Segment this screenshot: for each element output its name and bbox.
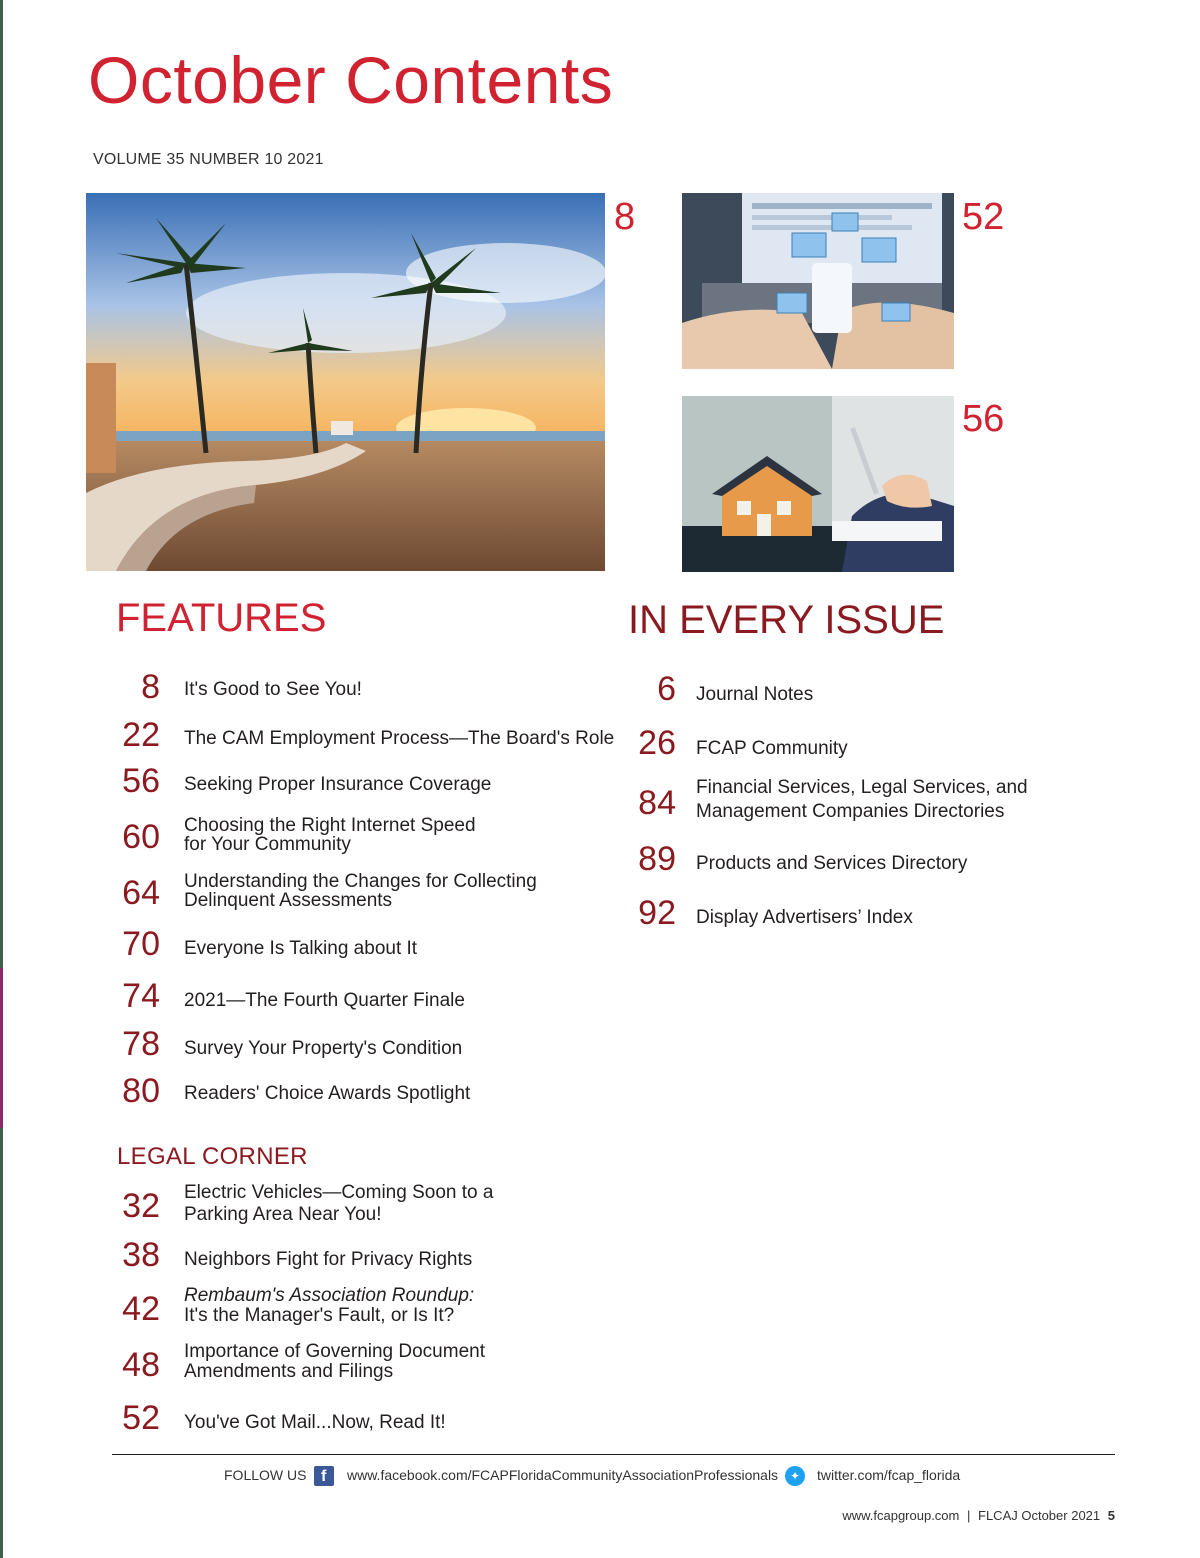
page-footer bbox=[842, 1508, 1115, 1523]
toc-title: Products and Services Directory bbox=[696, 853, 968, 874]
toc-title-line2: for Your Community bbox=[184, 834, 351, 855]
toc-title: Importance of Governing Document bbox=[184, 1341, 485, 1362]
toc-title: FCAP Community bbox=[696, 738, 848, 759]
features-heading: FEATURES bbox=[116, 596, 327, 640]
twitter-icon[interactable]: ✦ bbox=[785, 1466, 805, 1486]
toc-title-line2: It's the Manager's Fault, or Is It? bbox=[184, 1305, 455, 1326]
toc-title: Readers' Choice Awards Spotlight bbox=[184, 1083, 471, 1104]
toc-title: Display Advertisers’ Index bbox=[696, 907, 913, 928]
toc-page-number: 89 bbox=[638, 840, 676, 878]
toc-page-number: 52 bbox=[122, 1399, 160, 1437]
toc-page-number: 32 bbox=[122, 1187, 160, 1225]
follow-us-label: FOLLOW US bbox=[224, 1467, 307, 1483]
legal-corner-heading: LEGAL CORNER bbox=[117, 1143, 308, 1170]
toc-title: Electric Vehicles—Coming Soon to a bbox=[184, 1182, 494, 1203]
in-every-issue-heading: IN EVERY ISSUE bbox=[628, 598, 945, 642]
toc-page-number: 80 bbox=[122, 1072, 160, 1110]
toc-title: The CAM Employment Process—The Board's Role bbox=[184, 728, 615, 749]
toc-page-number: 38 bbox=[122, 1236, 160, 1274]
toc-title-line2: Management Companies Directories bbox=[696, 801, 1005, 822]
page-edge-tab bbox=[0, 968, 3, 1128]
toc-title-line2: Parking Area Near You! bbox=[184, 1204, 382, 1225]
toc-page-number: 56 bbox=[122, 762, 160, 800]
toc-page-number: 22 bbox=[122, 716, 160, 754]
toc-title: Seeking Proper Insurance Coverage bbox=[184, 774, 492, 795]
toc-page-number: 8 bbox=[141, 668, 160, 706]
page-title: October Contents bbox=[88, 43, 614, 117]
facebook-link[interactable]: www.facebook.com/FCAPFloridaCommunityAssociationProfessionals bbox=[347, 1467, 779, 1483]
toc-title: It's Good to See You! bbox=[184, 679, 362, 700]
toc-title: Choosing the Right Internet Speed bbox=[184, 815, 476, 836]
twitter-link[interactable]: twitter.com/fcap_florida bbox=[817, 1467, 961, 1483]
beach-photo[interactable] bbox=[86, 193, 605, 571]
photo-page-56: 56 bbox=[962, 398, 1005, 440]
footer-separator: | bbox=[967, 1508, 971, 1523]
toc-page-number: 64 bbox=[122, 874, 160, 912]
page-edge-bar bbox=[0, 0, 3, 1558]
house-model-photo[interactable] bbox=[682, 396, 954, 572]
photo-page-52: 52 bbox=[962, 196, 1005, 238]
toc-page-number: 92 bbox=[638, 894, 676, 932]
toc-title: Neighbors Fight for Privacy Rights bbox=[184, 1249, 473, 1270]
email-laptop-photo[interactable] bbox=[682, 193, 954, 369]
toc-page-number: 48 bbox=[122, 1346, 160, 1384]
toc-page-number: 84 bbox=[638, 784, 676, 822]
toc-page-number: 74 bbox=[122, 977, 160, 1015]
toc-page-number: 70 bbox=[122, 925, 160, 963]
site-url[interactable]: www.fcapgroup.com bbox=[842, 1508, 960, 1523]
toc-page-number: 78 bbox=[122, 1025, 160, 1063]
facebook-icon[interactable]: f bbox=[314, 1466, 334, 1486]
toc-page-number: 42 bbox=[122, 1290, 160, 1328]
page-number: 5 bbox=[1107, 1508, 1115, 1523]
volume-line: VOLUME 35 NUMBER 10 2021 bbox=[93, 151, 324, 168]
toc-title: You've Got Mail...Now, Read It! bbox=[184, 1412, 446, 1433]
toc-title: Financial Services, Legal Services, and bbox=[696, 777, 1028, 798]
toc-title: Understanding the Changes for Collecting bbox=[184, 871, 537, 892]
toc-title: Journal Notes bbox=[696, 684, 814, 705]
toc-title-line2: Delinquent Assessments bbox=[184, 890, 393, 911]
toc-page-number: 60 bbox=[122, 818, 160, 856]
toc-page-number: 6 bbox=[657, 670, 676, 708]
toc-page-number: 26 bbox=[638, 724, 676, 762]
toc-title: Survey Your Property's Condition bbox=[184, 1038, 463, 1059]
toc-title: 2021—The Fourth Quarter Finale bbox=[184, 990, 465, 1011]
footer-rule bbox=[112, 1454, 1115, 1455]
toc-title-line2: Amendments and Filings bbox=[184, 1361, 394, 1382]
publication-date: FLCAJ October 2021 bbox=[978, 1508, 1101, 1523]
toc-title: Rembaum's Association Roundup: bbox=[184, 1285, 475, 1306]
toc-title: Everyone Is Talking about It bbox=[184, 938, 418, 959]
photo-page-8: 8 bbox=[614, 196, 636, 238]
